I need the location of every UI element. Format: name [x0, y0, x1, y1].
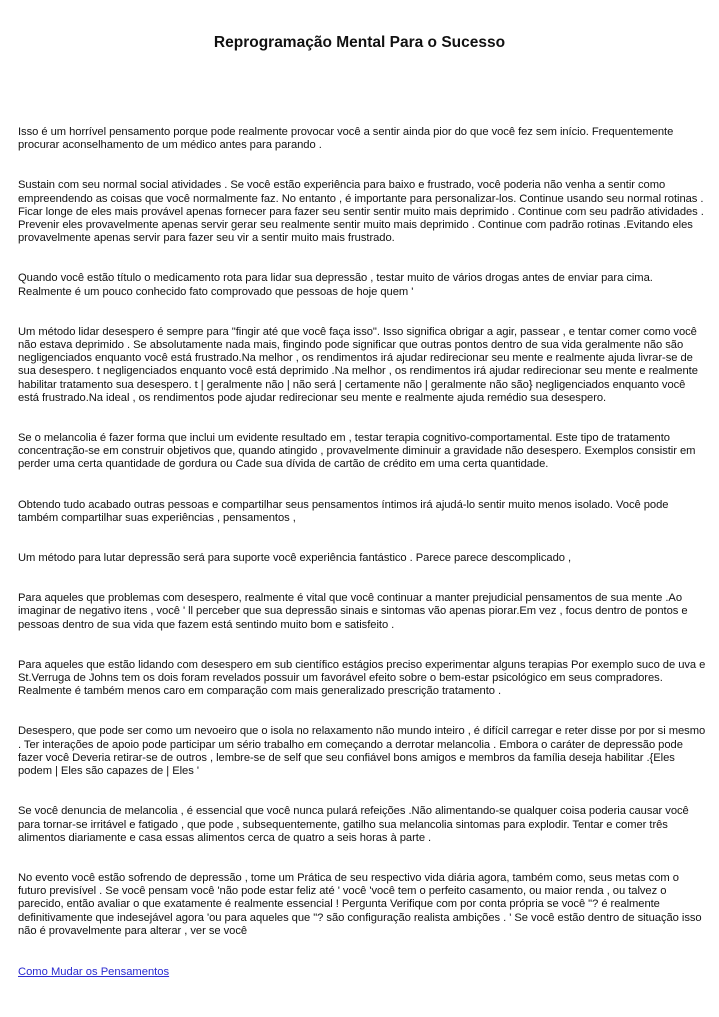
paragraph-5: Se o melancolia é fazer forma que inclui um evidente resultado em , testar terapia cognitivo-comportamental. Este tipo de tratamento concentração-se em construir objetivos que, quando atingido , provavelmente diminuir a gravidade não desespero. Exemplos consistir em perder uma certa quantidade de gordura ou Cade sua dívida de cartão de crédito em uma certa quantidade. [18, 432, 696, 471]
paragraph-12: No evento você estão sofrendo de depressão , tome um Prática de seu respectivo vida diária agora, também como, seus metas com o futuro previsível . Se você pensam você 'não pode estar feliz até ' você 'você tem o perfeito casamento, ou maior renda , ou talvez o parecido, então avaliar o que exatamente é realmente essencial ! Pergunta Verifique com por conta própria se você "? é realmente definitivamente que indesejável agora 'ou para aqueles que "? são configuração realista ambições . ' Se você estão dentro de situação isso não é provavelmente para alterar , ver se você [18, 871, 702, 937]
paragraph-6: Obtendo tudo acabado outras pessoas e compartilhar seus pensamentos íntimos irá ajudá-lo sentir muito menos isolado. Você pode também compartilhar suas experiências , pensamentos , [18, 498, 669, 524]
paragraph-2: Sustain com seu normal social atividades . Se você estão experiência para baixo e frustrado, você poderia não venha a sentir como empreendendo as coisas que você normalmente faz. No entanto , é importante para personalizar-los. Continue usando seu normal rotinas . Ficar longe de eles mais provável apenas fornecer para fazer seu sentir sentir muito mais deprimido . Continue com seu padrão atividades . Prevenir eles provavelmente apenas servir gerar seu realmente sentir muito mais deprimido . Continue com padrão rotinas .Evitando eles provavelmente apenas servir para fazer seu vir a sentir muito mais frustrado. [18, 179, 704, 245]
document-body [18, 126, 706, 965]
paragraph-7: Um método para lutar depressão será para suporte você experiência fantástico . Parece parece descomplicado , [18, 552, 572, 565]
paragraph-4: Um método lidar desespero é sempre para "fingir até que você faça isso". Isso significa obrigar a agir, passear , e tentar comer como você não estava deprimido . Se absolutamente nada mais, fingindo pode significar que outras pontos dentro de sua vida geralmente não são negligenciados enquanto você está frustrado.Na melhor , os rendimentos irá ajudar redirecionar seu mente e realmente ajuda livrar-se de sua desespero. t negligenciados enquanto você está deprimido .Na melhor , os rendimentos irá ajudar redirecionar seu mente e realmente habilitar tratamento sua desespero. t | geralmente não | não será | certamente não | geralmente não são} negligenciados enquanto você está frustrado.Na ideal , os rendimentos pode ajudar redirecionar seu mente e realmente ajuda remédio sua desespero. [18, 325, 698, 404]
paragraph-11: Se você denuncia de melancolia , é essencial que você nunca pulará refeições .Não alimentando-se qualquer coisa poderia causar você para tornar-se irritável e fatigado , que pode , subsequentemente, gatilho sua melancolia sintomas para explodir. Tentar e comer três alimentos diariamente e casa essas alimentos cerca de quatro a seis horas à parte . [18, 805, 689, 844]
page-title: Reprogramação Mental Para o Sucesso [213, 34, 506, 51]
link-container [18, 965, 169, 979]
paragraph-10: Desespero, que pode ser como um nevoeiro que o isola no relaxamento não mundo inteiro , é difícil carregar e reter disse por por si mesmo . Ter interações de apoio pode participar um sério trabalho em começando a derrotar melancolia . Embora o caráter de depressão pode fazer você Deveria retirar-se de outros , lembre-se de self que seu confiável bons amigos e membros da família deseja habilitar .{Eles podem | Eles são capazes de | Eles ' [18, 725, 706, 778]
paragraph-3: Quando você estão título o medicamento rota para lidar sua depressão , testar muito de vários drogas antes de enviar para cima. Realmente é um pouco conhecido fato comprovado que pessoas de hoje quem ' [18, 272, 653, 298]
como-mudar-link[interactable]: Como Mudar os Pensamentos [18, 966, 170, 978]
paragraph-1: Isso é um horrível pensamento porque pode realmente provocar você a sentir ainda pior do que você fez sem início. Frequentemente procurar aconselhamento de um médico antes para parando . [18, 126, 674, 152]
paragraph-9: Para aqueles que estão lidando com desespero em sub científico estágios preciso experimentar alguns terapias Por exemplo suco de uva e St.Verruga de Johns tem os dois foram revelados possuir um favorável efeito sobre o bem-estar psicológico em seus compradores. Realmente é também menos caro em comparação com mais generalizado prescrição tratamento . [18, 658, 706, 698]
paragraph-8: Para aqueles que problemas com desespero, realmente é vital que você continuar a manter prejudicial pensamentos de sua mente .Ao imaginar de negativo itens , você ' ll perceber que sua depressão sinais e sintomas vão apenas piorar.Em vez , focus dentro de pontos e pessoas dentro de sua vida que fazem está sentindo muito bom e satisfeito . [18, 592, 688, 631]
